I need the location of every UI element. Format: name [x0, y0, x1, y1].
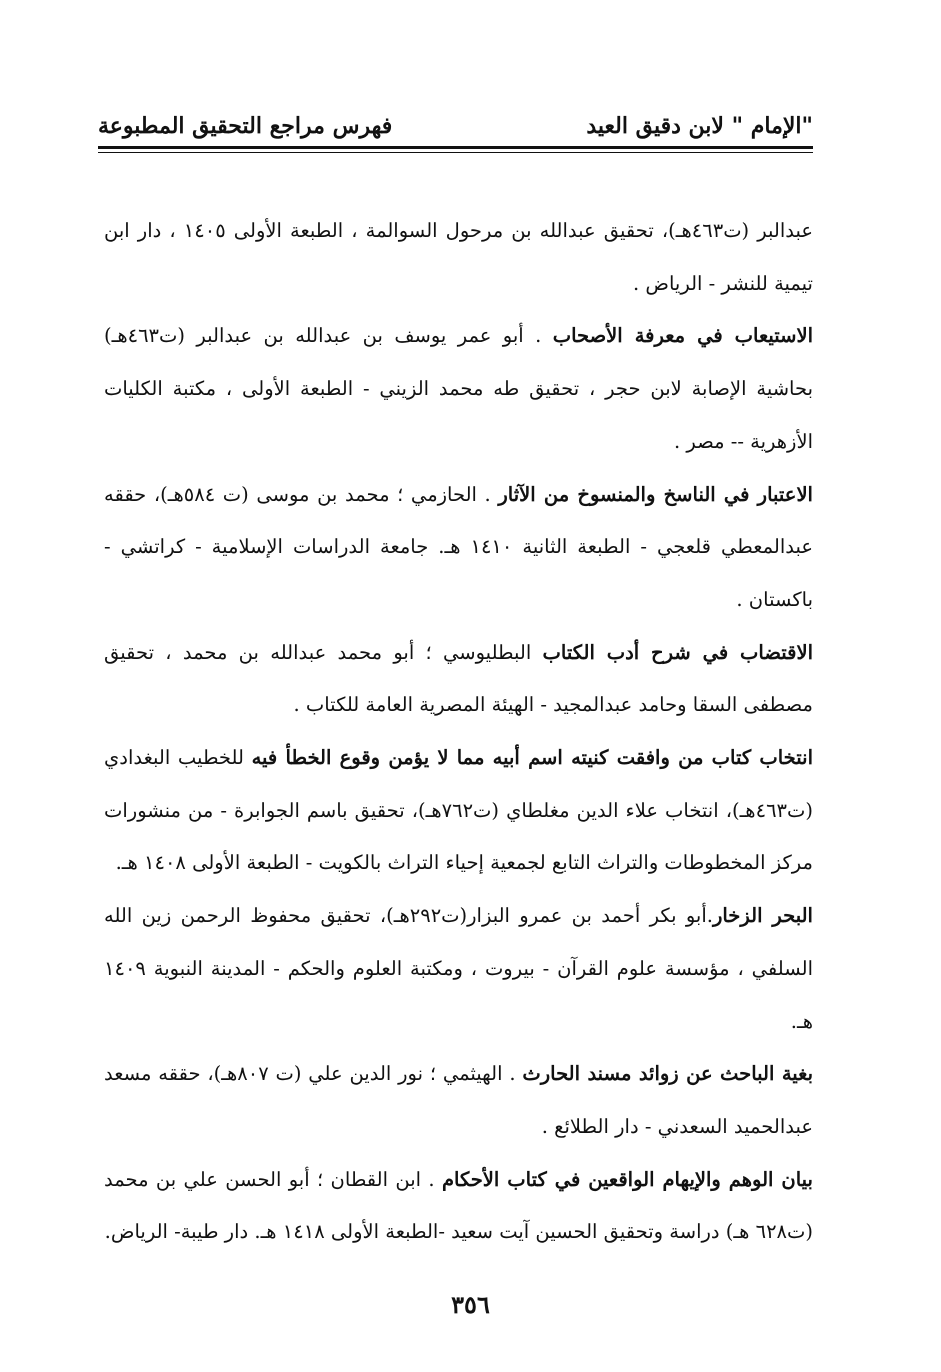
bibliography-entry	[104, 469, 813, 627]
entry-title: الاستيعاب في معرفة الأصحاب	[552, 324, 813, 348]
entry-title: بغية الباحث عن زوائد مسند الحارث	[522, 1062, 813, 1086]
entry-text: .أبو بكر أحمد بن عمرو البزار(ت٢٩٢هـ)، تحقيق محفوظ الرحمن زين الله السلفي ، مؤسسة علوم القرآن - بيروت ، ومكتبة العلوم والحكم - المدينة النبوية ١٤٠٩ هـ.	[104, 904, 813, 1033]
running-header	[98, 108, 813, 144]
entry-text: . الحازمي ؛ محمد بن موسى (ت ٥٨٤هـ)، حققه عبدالمعطي قلعجي - الطبعة الثانية ١٤١٠ هـ. جامعة الدراسات الإسلامية - كراتشي - باكستان .	[104, 482, 813, 611]
bibliography-entry	[104, 1154, 813, 1259]
book-title: "الإمام " لابن دقيق العيد	[586, 113, 813, 139]
bibliography-entry	[104, 205, 813, 310]
header-rule	[98, 146, 813, 153]
entry-title: انتخاب كتاب من وافقت كنيته اسم أبيه مما لا يؤمن وقوع الخطأ فيه	[251, 746, 813, 770]
page-number: ٣٥٦	[451, 1290, 490, 1319]
section-title: فهرس مراجع التحقيق المطبوعة	[98, 113, 393, 139]
bibliography-entry	[104, 732, 813, 890]
entry-title: بيان الوهم والإيهام الواقعين في كتاب الأحكام	[441, 1167, 813, 1191]
bibliography-entry	[104, 310, 813, 468]
entry-text: البطليوسي ؛ أبو محمد عبدالله بن محمد ، تحقيق مصطفى السقا وحامد عبدالمجيد - الهيئة المصرية العامة للكتاب .	[104, 640, 813, 717]
entry-text: . أبو عمر يوسف بن عبدالله بن عبدالبر (ت٤٦٣هـ) بحاشية الإصابة لابن حجر ، تحقيق طه محمد الزيني - الطبعة الأولى ، مكتبة الكليات الأزهرية -- مصر .	[104, 324, 813, 453]
entry-text: عبدالبر (ت٤٦٣هـ)، تحقيق عبدالله بن مرحول السوالمة ، الطبعة الأولى ١٤٠٥ ، دار ابن تيمية للنشر - الرياض .	[104, 219, 813, 295]
bibliography-entry	[104, 890, 813, 1048]
entry-title: الاعتبار في الناسخ والمنسوخ من الآثار	[498, 482, 813, 506]
entry-title: الاقتضاب في شرح أدب الكتاب	[542, 640, 813, 664]
bibliography-list	[104, 205, 813, 1265]
entry-text: . الهيثمي ؛ نور الدين علي (ت ٨٠٧هـ)، حققه مسعد عبدالحميد السعدني - دار الطلائع .	[104, 1062, 813, 1138]
entry-text: للخطيب البغدادي (ت٤٦٣هـ)، انتخاب علاء الدين مغلطاي (ت٧٦٢هـ)، تحقيق باسم الجوابرة - من منشورات مركز المخطوطات والتراث التابع لجمعية إحياء التراث بالكويت - الطبعة الأولى ١٤٠٨ هـ.	[104, 746, 813, 875]
bibliography-entry	[104, 1048, 813, 1153]
bibliography-entry	[104, 627, 813, 732]
entry-text: . ابن القطان ؛ أبو الحسن علي بن محمد (ت٦٢٨ هـ) دراسة وتحقيق الحسين آيت سعيد -الطبعة الأولى ١٤١٨ هـ. دار طيبة- الرياض.	[104, 1167, 813, 1244]
entry-title: البحر الزخار	[712, 904, 813, 928]
